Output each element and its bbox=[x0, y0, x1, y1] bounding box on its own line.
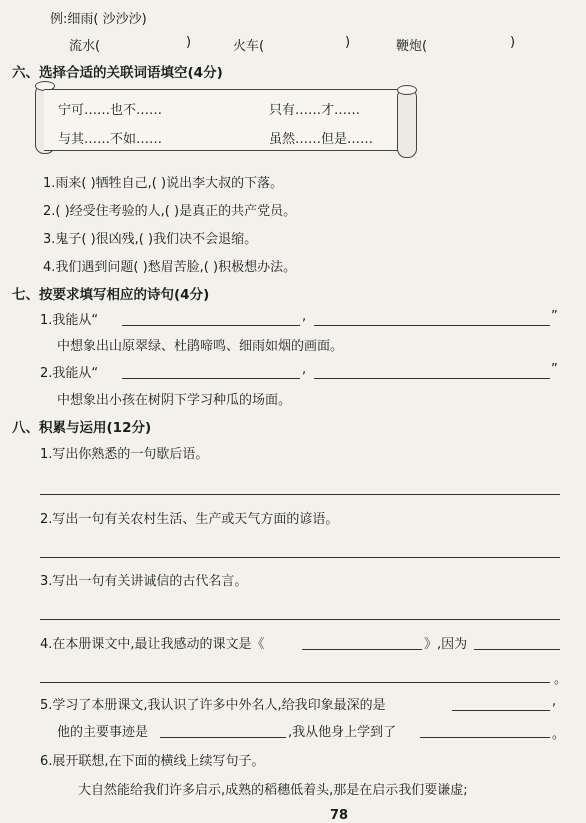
section6-heading: 六、选择合适的关联词语填空(4分) bbox=[12, 65, 223, 81]
scroll-right-roll bbox=[397, 88, 417, 158]
s8-q5-line2b: ,我从他身上学到了 bbox=[288, 725, 397, 740]
s7-q2-blank-2[interactable] bbox=[314, 378, 550, 379]
s8-q4-end: 。 bbox=[554, 672, 568, 687]
s8-q2-answer-line[interactable] bbox=[40, 557, 560, 558]
s7-q2-quote-close: ” bbox=[551, 362, 558, 377]
s8-q2: 2.写出一句有关农村生活、生产或天气方面的谚语。 bbox=[40, 512, 339, 527]
s8-q4-title-blank[interactable] bbox=[302, 649, 422, 650]
s8-q3-answer-line[interactable] bbox=[40, 619, 560, 620]
s7-q1-desc: 中想象出山原翠绿、杜鹃啼鸣、细雨如烟的画面。 bbox=[57, 339, 344, 354]
s7-q2-prefix: 2.我能从“ bbox=[40, 366, 99, 381]
s7-q1-prefix: 1.我能从“ bbox=[40, 313, 99, 328]
s7-q1-quote-close: ” bbox=[551, 309, 558, 324]
s6-question-2: 2.( )经受住考验的人,( )是真正的共产党员。 bbox=[43, 204, 297, 219]
example-item-water-close: ) bbox=[186, 35, 192, 50]
s8-q4-reason-blank-2[interactable] bbox=[40, 682, 550, 683]
example-item-firecracker: 鞭炮( bbox=[396, 39, 428, 54]
s8-q6-text: 大自然能给我们许多启示,成熟的稻穗低着头,那是在启示我们要谦虚; bbox=[78, 783, 468, 798]
s7-q1-blank-2[interactable] bbox=[314, 325, 550, 326]
page-number: 78 bbox=[330, 808, 349, 823]
s8-q5-comma: , bbox=[552, 694, 557, 709]
s8-q4-prefix: 4.在本册课文中,最让我感动的课文是《 bbox=[40, 637, 265, 652]
option-1: 宁可……也不…… bbox=[58, 103, 163, 118]
s8-q4-mid: 》,因为 bbox=[424, 637, 468, 652]
option-4: 虽然……但是…… bbox=[269, 132, 374, 147]
s8-q6: 6.展开联想,在下面的横线上续写句子。 bbox=[40, 754, 265, 769]
s8-q5-line1: 5.学习了本册课文,我认识了许多中外名人,给我印象最深的是 bbox=[40, 698, 386, 713]
example-item-firecracker-close: ) bbox=[510, 35, 516, 50]
example-item-train: 火车( bbox=[233, 39, 265, 54]
s8-q5-end: 。 bbox=[552, 727, 566, 742]
s6-question-3: 3.鬼子( )很凶残,( )我们决不会退缩。 bbox=[43, 232, 258, 247]
s6-question-4: 4.我们遇到问题( )愁眉苦脸,( )积极想办法。 bbox=[43, 260, 297, 275]
s7-q2-blank-1[interactable] bbox=[122, 378, 300, 379]
example-item-train-close: ) bbox=[345, 35, 351, 50]
s8-q5-deeds-blank[interactable] bbox=[160, 737, 286, 738]
s7-q2-desc: 中想象出小孩在树阴下学习种瓜的场面。 bbox=[57, 393, 292, 408]
s8-q5-line2a: 他的主要事迹是 bbox=[57, 725, 149, 740]
s8-q5-person-blank[interactable] bbox=[452, 710, 550, 711]
s7-q2-comma: , bbox=[302, 362, 307, 377]
scroll-right-roll-end bbox=[397, 85, 417, 95]
s8-q5-learned-blank[interactable] bbox=[420, 737, 550, 738]
s7-q1-comma: , bbox=[302, 309, 307, 324]
option-2: 只有……才…… bbox=[269, 103, 361, 118]
section7-heading: 七、按要求填写相应的诗句(4分) bbox=[12, 287, 210, 303]
option-3: 与其……不如…… bbox=[58, 132, 163, 147]
s8-q1-answer-line[interactable] bbox=[40, 494, 560, 495]
section8-heading: 八、积累与运用(12分) bbox=[12, 420, 152, 436]
example-line: 例:细雨( 沙沙沙) bbox=[50, 12, 147, 27]
s7-q1-blank-1[interactable] bbox=[122, 325, 300, 326]
s8-q4-reason-blank-1[interactable] bbox=[474, 649, 560, 650]
example-item-water: 流水( bbox=[69, 39, 101, 54]
s6-question-1: 1.雨来( )牺牲自己,( )说出李大叔的下落。 bbox=[43, 176, 284, 191]
word-options-scroll bbox=[44, 89, 412, 151]
s8-q3: 3.写出一句有关讲诚信的古代名言。 bbox=[40, 574, 248, 589]
s8-q1: 1.写出你熟悉的一句歇后语。 bbox=[40, 447, 209, 462]
